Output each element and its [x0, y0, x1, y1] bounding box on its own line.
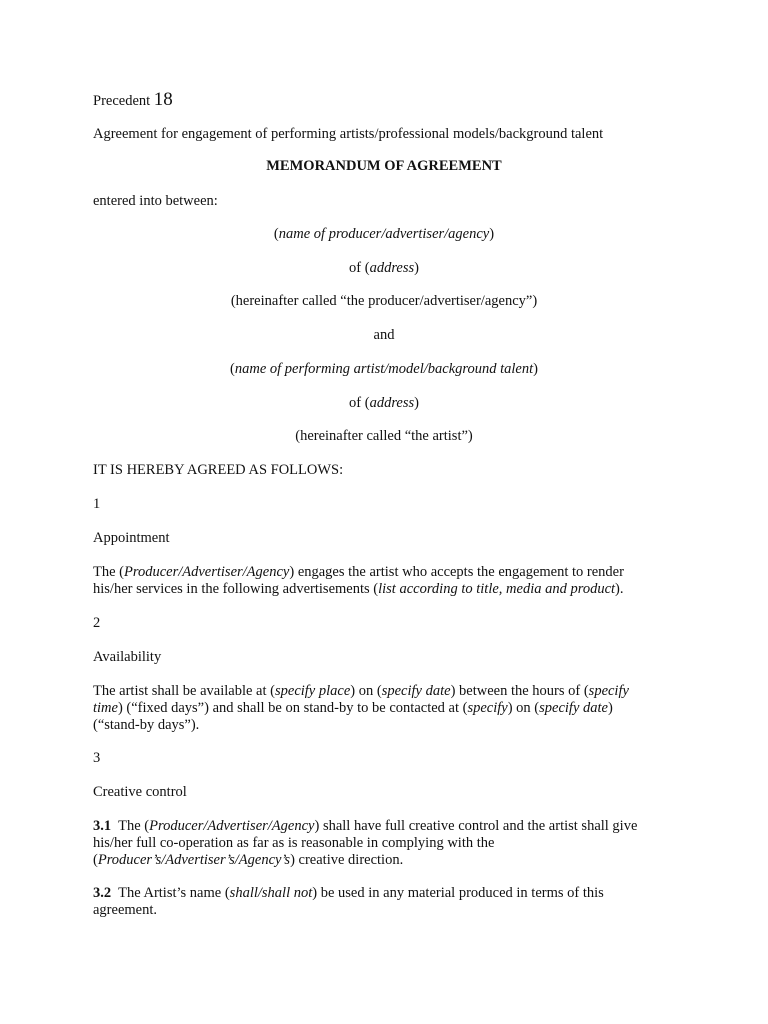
- section2-line3: (“stand-by days”).: [93, 717, 200, 733]
- clause-3-1-line3: [93, 852, 403, 869]
- entered-into-text: entered into between:: [93, 193, 218, 209]
- party2-called-line: (hereinafter called “the artist”): [295, 428, 473, 444]
- document-heading: MEMORANDUM OF AGREEMENT: [266, 158, 502, 174]
- precedent-title: [93, 91, 173, 110]
- s2-l1-date: specify date: [381, 683, 451, 699]
- section2-line1: [93, 683, 629, 700]
- section2-number: 2: [93, 615, 101, 631]
- party2-open-paren: (: [230, 361, 235, 377]
- party2-close-paren: ): [533, 361, 538, 377]
- c32-l1-c: ) be used in any material produced in terms of this: [312, 885, 604, 901]
- c32-l1-a: The Artist’s name (: [111, 885, 230, 901]
- c31-l3-a: (: [93, 852, 98, 868]
- c31-l3-c: ) creative direction.: [290, 852, 404, 868]
- s1-l1-c: ) engages the artist who accepts the engagement to render: [289, 564, 624, 580]
- s1-l1-a: The (: [93, 564, 124, 580]
- s2-l2-date: specify date: [539, 700, 608, 716]
- c31-l3-placeholder: Producer’s/Advertiser’s/Agency’s: [97, 852, 291, 868]
- s2-l2-time: time: [93, 700, 118, 716]
- party2-of-prefix: of (: [349, 395, 370, 411]
- party2-name-line: [0, 361, 768, 378]
- clause-3-2-line1: [93, 885, 604, 902]
- clause-3-2-number: 3.2: [93, 885, 112, 901]
- s1-l1-placeholder: Producer/Advertiser/Agency: [124, 564, 290, 580]
- c31-l1-c: ) shall have full creative control and the artist shall give: [314, 818, 638, 834]
- precedent-label: Precedent: [93, 93, 151, 109]
- party1-of-prefix: of (: [349, 260, 370, 276]
- document-subtitle: Agreement for engagement of performing artists/professional models/background talent: [93, 126, 604, 142]
- s2-l1-c: ) on (: [350, 683, 382, 699]
- c31-l1-placeholder: Producer/Advertiser/Agency: [149, 818, 315, 834]
- party2-name-placeholder: name of performing artist/model/background talent: [234, 361, 534, 377]
- party1-name-line: [0, 226, 768, 243]
- section3-number: 3: [93, 750, 101, 766]
- s2-l2-d: ) on (: [507, 700, 540, 716]
- agreed-heading: IT IS HEREBY AGREED AS FOLLOWS:: [93, 462, 344, 478]
- clause-3-1-number: 3.1: [93, 818, 112, 834]
- section1-line1: [93, 564, 624, 581]
- s2-l1-a: The artist shall be available at (: [93, 683, 275, 699]
- clause-3-2-line2: agreement.: [93, 902, 158, 918]
- party1-open-paren: (: [273, 226, 279, 242]
- s1-l2-placeholder: list according to title, media and product: [378, 581, 616, 597]
- s1-l2-c: ).: [615, 581, 624, 597]
- party1-name-placeholder: name of producer/advertiser/agency: [278, 226, 490, 242]
- s2-l1-place: specify place: [274, 683, 351, 699]
- clause-3-1-line1: [93, 818, 637, 835]
- party2-address-placeholder: address: [369, 395, 415, 411]
- s2-l2-b: ) (“fixed days”) and shall be on stand-by to be contacted at (: [117, 700, 468, 716]
- s2-l1-specify: specify: [588, 683, 629, 699]
- precedent-number: 18: [153, 89, 173, 110]
- clause-3-1-line2: his/her full co-operation as far as is reasonable in complying with the: [93, 835, 495, 851]
- s2-l1-e: ) between the hours of (: [450, 683, 589, 699]
- party2-of-suffix: ): [414, 395, 419, 411]
- s1-l2-a: his/her services in the following advertisements (: [93, 581, 379, 597]
- c32-l1-placeholder: shall/shall not: [229, 885, 313, 901]
- party2-address-line: [0, 395, 768, 412]
- section2-title: Availability: [93, 649, 162, 665]
- s2-l2-f: ): [608, 700, 613, 716]
- section1-number: 1: [93, 496, 101, 512]
- party1-of-suffix: ): [414, 260, 419, 276]
- party1-address-placeholder: address: [369, 260, 415, 276]
- section3-title: Creative control: [93, 784, 187, 800]
- party1-address-line: [0, 260, 768, 277]
- section2-line2: [93, 700, 613, 717]
- party1-close-paren: ): [489, 226, 495, 242]
- section1-line2: [93, 581, 624, 598]
- and-text: and: [373, 327, 395, 343]
- c31-l1-a: The (: [111, 818, 150, 834]
- party1-called-line: (hereinafter called “the producer/advertiser/agency”): [230, 293, 538, 309]
- section1-title: Appointment: [93, 530, 170, 546]
- s2-l2-specify: specify: [467, 700, 508, 716]
